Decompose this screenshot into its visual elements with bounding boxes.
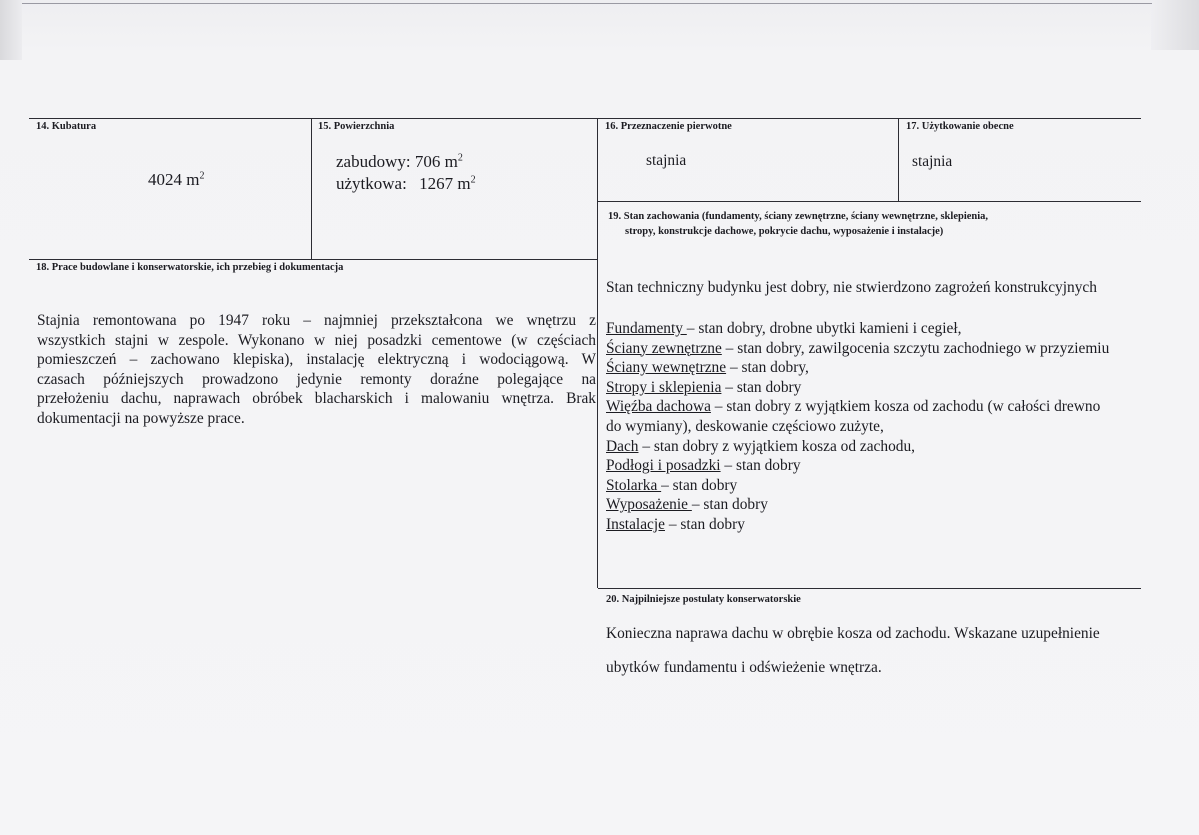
condition-status: – stan dobry — [720, 457, 801, 475]
condition-term: Więźba dachowa — [606, 398, 711, 416]
condition-term: Dach — [606, 437, 639, 455]
rule-above-18 — [29, 259, 598, 260]
uzytkowa-value: 1267 $m^2$ — [419, 174, 476, 193]
condition-item — [606, 456, 1146, 476]
condition-status: – stan dobry — [664, 515, 745, 533]
przeznaczenie-value: stajnia — [646, 152, 687, 169]
condition-item — [606, 476, 1146, 496]
table-top-rule — [29, 118, 1141, 119]
divider-left-right — [597, 118, 598, 588]
condition-item — [606, 319, 1146, 339]
rule-above-19 — [598, 201, 1141, 202]
condition-item — [606, 437, 1146, 457]
condition-status: – stan dobry — [691, 496, 768, 514]
condition-status: – stan dobry, zawilgocenia szczytu zachodniego w przyziemiu — [721, 339, 1110, 357]
condition-term: Wyposażenie — [606, 496, 692, 514]
condition-item — [606, 339, 1146, 359]
rule-above-20 — [598, 588, 1141, 589]
condition-status: – stan dobry — [721, 378, 802, 396]
condition-list — [606, 319, 1146, 535]
section-16-label: 16. Przeznaczenie pierwotne — [605, 121, 732, 132]
section-19-label — [608, 209, 989, 239]
condition-status: – stan dobry — [661, 476, 738, 494]
section-14-label: 14. Kubatura — [36, 121, 97, 132]
works-description-line: przełożeniu dachu, naprawach obróbek blacharskich i malowaniu wnętrza. Brak — [37, 390, 596, 408]
zabudowy-row — [336, 152, 463, 172]
section-15-label: 15. Powierzchnia — [318, 121, 395, 132]
condition-term: Ściany zewnętrzne — [606, 339, 722, 357]
condition-term: Fundamenty — [606, 320, 687, 337]
condition-item — [606, 397, 1146, 417]
condition-term: Podłogi i posadzki — [606, 457, 721, 475]
section-19-label-line1: 19. Stan zachowania (fundamenty, ściany zewnętrzne, ściany wewnętrzne, sklepienia, — [608, 211, 989, 222]
condition-item — [606, 378, 1146, 398]
condition-item — [606, 515, 1146, 535]
divider-14-15 — [311, 118, 312, 260]
works-description-line: pomieszczeń – zachowano klepiska), instalację elektryczną i wodociągową. W — [37, 351, 596, 369]
condition-status: – stan dobry, — [726, 359, 809, 377]
postulates-line-1: Konieczna naprawa dachu w obrębie kosza od zachodu. Wskazane uzupełnienie — [606, 625, 1100, 642]
condition-item — [606, 495, 1146, 515]
works-description-line: dokumentacji na powyższe prace. — [37, 409, 245, 427]
page-edge-left — [0, 0, 22, 60]
kubatura-value: 4024 $m^2$ — [148, 170, 205, 189]
works-description — [37, 311, 596, 429]
condition-term: Stropy i sklepienia — [606, 378, 722, 396]
condition-term: Stolarka — [606, 476, 662, 494]
top-border-rule — [22, 3, 1152, 4]
condition-item — [606, 358, 1146, 378]
condition-term: Ściany wewnętrzne — [606, 359, 727, 377]
uzytkowanie-value: stajnia — [912, 153, 953, 170]
zabudowy-label: zabudowy: — [336, 152, 411, 171]
page-edge-right — [1151, 0, 1199, 50]
works-description-line: Stajnia remontowana po 1947 roku – najmniej przekształcona we wnętrzu z — [37, 312, 596, 329]
section-20-label: 20. Najpilniejsze postulaty konserwatorskie — [606, 594, 801, 605]
section-17-label: 17. Użytkowanie obecne — [906, 121, 1014, 132]
works-description-line: czasach późniejszych prowadzono jedynie remonty doraźne polegające na — [37, 370, 596, 388]
condition-summary: Stan techniczny budynku jest dobry, nie stwierdzono zagrożeń konstrukcyjnych — [606, 279, 1097, 296]
divider-16-17 — [898, 118, 899, 201]
condition-status: – stan dobry z wyjątkiem kosza od zachodu, — [638, 437, 916, 455]
condition-status: do wymiany), deskowanie częściowo zużyte, — [606, 417, 884, 435]
condition-status: – stan dobry z wyjątkiem kosza od zachodu (w całości drewno — [710, 398, 1101, 416]
condition-item — [606, 417, 1146, 437]
section-18-label: 18. Prace budowlane i konserwatorskie, ich przebieg i dokumentacja — [36, 262, 344, 273]
zabudowy-value: 706 $m^2$ — [414, 152, 463, 171]
uzytkowa-label: użytkowa: — [336, 174, 407, 193]
condition-term: Instalacje — [606, 515, 665, 533]
postulates-line-2: ubytków fundamentu i odświeżenie wnętrza. — [606, 659, 882, 676]
condition-status: – stan dobry, drobne ubytki kamieni i cegieł, — [686, 320, 962, 337]
section-19-label-line2: stropy, konstrukcje dachowe, pokrycie dachu, wyposażenie i instalacje) — [625, 226, 944, 237]
uzytkowa-row — [336, 174, 476, 194]
works-description-line: wszystkich stajni w zespole. Wykonano w niej posadzki cementowe (w częściach — [37, 331, 596, 349]
